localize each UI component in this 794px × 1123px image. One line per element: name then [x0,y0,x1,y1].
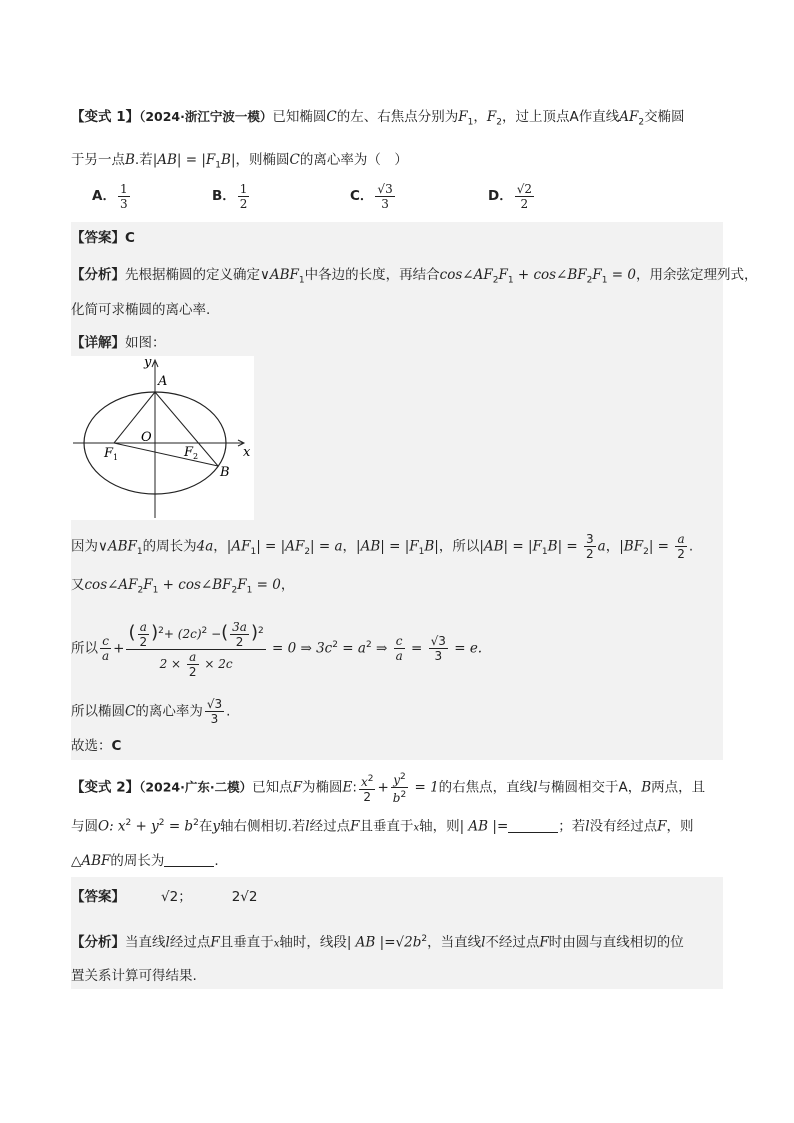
option-d[interactable]: D． $\frac{√2}{2}$ [488,182,532,211]
svg-text:A: A [158,374,168,389]
v1-source: （2024·浙江宁波一模） [139,109,273,124]
v2-source: （2024·广东·二模） [139,779,253,795]
option-c[interactable]: C． $\frac{√3}{3}$ [350,182,393,211]
answer-blank-2[interactable] [164,853,214,867]
v2-analysis-line2: 置关系计算可得结果. [71,968,197,984]
v1-answer: 【答案】C [71,230,135,246]
v1-final-answer: 故选：C [71,738,122,754]
answer-blank-1[interactable] [508,819,558,833]
v1-detail-line4: 所以椭圆C的离心率为 $\frac{√3}{3}$ . [71,697,231,726]
svg-text:F: F [184,445,194,460]
ellipse-diagram [71,356,254,520]
v2-tag: 【变式 2】 [71,779,140,796]
v2-answer: 【答案】 √2； 2√2 [71,889,258,905]
svg-text:O: O [141,430,152,445]
svg-text:y: y [144,356,152,370]
v2-question-line2: 与圆O: $x^2 + y^2 = b^2$在y轴右侧相切.若l经过点F且垂直于x轴，则| AB |= ；若l没有经过点F，则 [71,818,694,835]
svg-text:B: B [220,465,230,480]
option-b[interactable]: B． $\frac{1}{2}$ [212,182,248,211]
v1-analysis-line1: 【分析】先根据椭圆的定义确定$\vee ABF_1$中各边的长度，再结合$\cos\angle AF_2F_1$ + $\cos\angle BF_2F_1 = 0$，用余弦定理列式， [71,267,758,286]
v1-detail-line2: 又$\cos\angle AF_2F_1$ + $\cos\angle BF_2F_1 = 0$， [71,577,295,596]
v1-detail-label: 【详解】如图： [71,335,166,351]
v1-options [0,182,794,220]
v2-question-line1: 【变式 2】（2024·广东·二模）已知点F为椭圆E: $\frac{x^2}{2}$ + $\frac{y^2}{b^2}$ = 1的右焦点，直线l与椭圆相交于A，B两点，且 [71,772,706,805]
v2-question-line3: △ABF的周长为 . [71,853,219,869]
svg-text:2: 2 [193,452,199,461]
v1-detail-line1: 因为$\vee ABF_1$的周长为4a，$|AF_1| = |AF_2| = a$，$|AB| = |F_1B|$，所以$|AB| = |F_1B|$ = $\frac{3}{2}$ a，$|BF_2|$ = $\frac{a}{2}$ . [71,532,694,561]
v1-detail-line3: 所以 $\frac{c}{a}$ + ( $\frac{a}{2}$ )$^2+ (2c)^2$ −( $\frac{3a}{2}$ )$^2$ 2 × $\frac{a}{2}$ × 2c = 0 ⇒ $3c^2 = a^2$ ⇒ $\frac{c}{a}$ = $\frac{√3}{3}$ = e. [71,620,483,679]
svg-text:F: F [104,446,114,461]
svg-text:1: 1 [113,453,119,462]
option-a[interactable]: A． $\frac{1}{3}$ [92,182,128,211]
v2-analysis-line1: 【分析】当直线l经过点F且垂直于x轴时，线段| AB $|=√2b^2$，当直线l不经过点F时由圆与直线相切的位 [71,934,684,951]
v1-tag: 【变式 1】 [71,109,140,125]
v1-question-line2: 于另一点B.若$|AB| = |F_1B|$，则椭圆C的离心率为（ ） [71,152,408,171]
v1-analysis-line2: 化简可求椭圆的离心率. [71,302,211,318]
v1-question-line1: 【变式 1】（2024·浙江宁波一模）已知椭圆C的左、右焦点分别为$F_1$，$F_2$，过上顶点A作直线$AF_2$交椭圆 [71,109,685,128]
svg-text:x: x [243,445,251,460]
